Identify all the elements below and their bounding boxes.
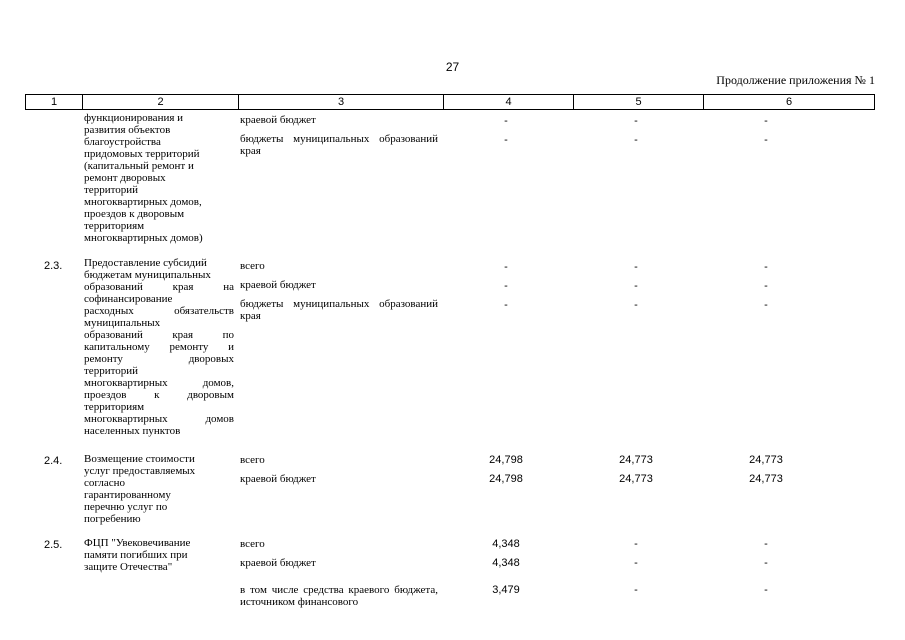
value-cell: - [634,299,638,311]
source-label: бюджеты муниципальных образований края [240,298,438,322]
row-number: 2.3. [44,260,63,272]
value-cell: - [764,584,768,596]
value-cell: 24,798 [489,454,523,466]
row-name-line: территориям [84,220,145,232]
row-number: 2.5. [44,539,63,551]
value-cell: - [504,299,508,311]
row-name-line: многоквартирных домов, [84,377,234,389]
header-col-5: 5 [573,95,703,109]
value-cell: - [504,280,508,292]
source-label: всего [240,454,265,466]
row-name-line: муниципальных [84,317,161,329]
row-name-line: многоквартирных домов [84,413,234,425]
row-name-line: образований края на [84,281,234,293]
row-name-line: проездов к дворовым [84,389,234,401]
source-label: краевой бюджет [240,114,316,126]
value-cell: - [634,538,638,550]
row-name-line: территориям [84,401,145,413]
row-name-line: ремонту дворовых [84,353,234,365]
value-cell: - [634,584,638,596]
value-cell: - [764,299,768,311]
value-cell: - [764,557,768,569]
row-name [84,257,234,437]
row-name-line: территорий [84,365,139,377]
value-cell: - [764,280,768,292]
value-cell: 24,798 [489,473,523,485]
value-cell: - [634,261,638,273]
row-name-line: ФЦП "Увековечивание [84,537,191,549]
row-name-line: бюджетам муниципальных [84,269,211,281]
value-cell: - [764,538,768,550]
row-name-line: Предоставление субсидий [84,257,207,269]
row-name-line: территорий [84,184,139,196]
value-cell: - [634,557,638,569]
row-name-line: многоквартирных домов) [84,232,203,244]
continuation-note: Продолжение приложения № 1 [716,73,875,87]
value-cell: - [504,115,508,127]
row-name-line: проездов к дворовым [84,208,185,220]
source-label: краевой бюджет [240,473,316,485]
header-col-1: 1 [50,96,58,108]
source-label: краевой бюджет [240,557,316,569]
value-cell: - [764,261,768,273]
source-label: всего [240,538,265,550]
row-name-line: благоустройства [84,136,161,148]
table-header [25,94,875,110]
row-name-line: (капитальный ремонт и [84,160,194,172]
page-number: 27 [445,60,460,74]
row-name-line: капитальному ремонту и [84,341,234,353]
value-cell: - [504,134,508,146]
value-cell: - [634,134,638,146]
row-name-line: софинансирование [84,293,173,305]
row-name-line: придомовых территорий [84,148,200,160]
value-cell: 3,479 [492,584,520,596]
row-name-line: развития объектов [84,124,171,136]
row-name-line: памяти погибших при [84,549,188,561]
value-cell: - [634,280,638,292]
row-name-line: образований края по [84,329,234,341]
source-label: бюджеты муниципальных образований края [240,133,438,157]
source-label: в том числе средства краевого бюджета, источником финансового [240,584,438,608]
row-name-line: расходных обязательств [84,305,234,317]
value-cell: - [504,261,508,273]
row-name-line: ремонт дворовых [84,172,166,184]
value-cell: - [764,134,768,146]
value-cell: 24,773 [619,454,653,466]
source-label: всего [240,260,265,272]
row-name-line: функционирования и [84,112,184,124]
value-cell: 24,773 [619,473,653,485]
row-name-line: защите Отечества" [84,561,173,573]
row-name-line: гарантированному [84,489,171,501]
header-col-3: 3 [238,95,443,109]
value-cell: 4,348 [492,538,520,550]
row-number: 2.4. [44,455,63,467]
row-name-line: согласно [84,477,125,489]
value-cell: 24,773 [749,454,783,466]
row-name-line: населенных пунктов [84,425,181,437]
row-name-line: многоквартирных домов, [84,196,202,208]
value-cell: - [634,115,638,127]
row-name-line: погребению [84,513,141,525]
row-name-line: перечню услуг по [84,501,168,513]
header-col-4: 4 [443,95,573,109]
value-cell: 24,773 [749,473,783,485]
row-name-line: услуг предоставляемых [84,465,196,477]
header-col-2: 2 [82,95,238,109]
value-cell: - [764,115,768,127]
row-name-line: Возмещение стоимости [84,453,195,465]
value-cell: 4,348 [492,557,520,569]
header-col-6: 6 [703,95,874,109]
source-label: краевой бюджет [240,279,316,291]
